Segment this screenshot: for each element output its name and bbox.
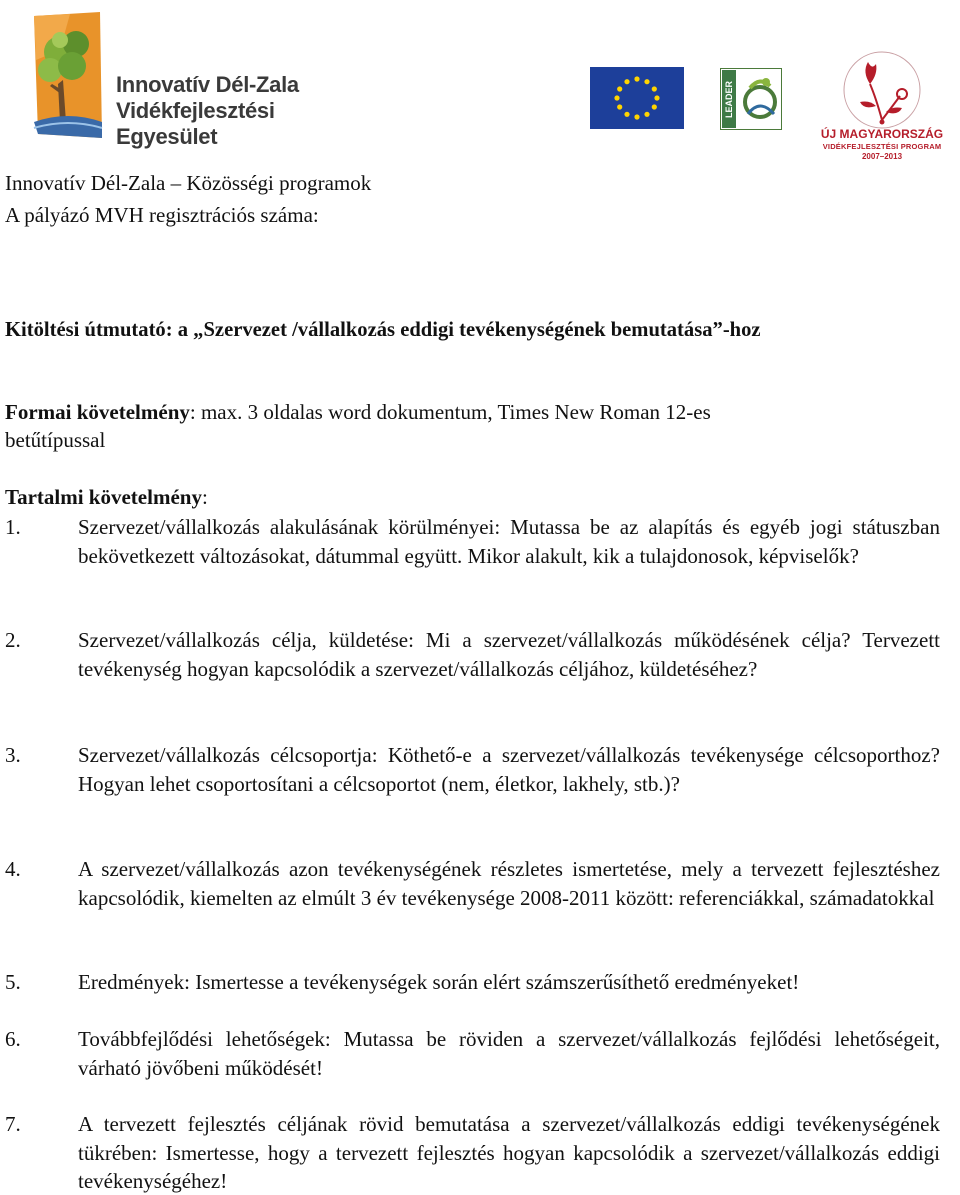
formal-requirement-label: Formai követelmény <box>5 400 190 424</box>
list-item-number: 6. <box>5 1027 21 1051</box>
org-logo-line1: Innovatív Dél-Zala <box>116 72 299 97</box>
org-logo-line2: Vidékfejlesztési Egyesület <box>116 98 275 149</box>
list-item <box>5 1025 940 1082</box>
list-item-number: 7. <box>5 1112 21 1136</box>
list-item-text: A tervezett fejlesztés céljának rövid bemutatása a szervezet/vállalkozás eddigi tevékenységének tükrében: Ismertesse, hogy a tervezett fejlesztés hogyan kapcsolódik a szervezet/vállalkozás eddigi tevékenységéhez! <box>78 1112 940 1193</box>
leader-logo <box>720 68 782 130</box>
program-logo-years: 2007–2013 <box>861 152 903 161</box>
list-item <box>5 513 940 570</box>
list-item <box>5 968 940 997</box>
list-item <box>5 741 940 798</box>
list-item-number: 1. <box>5 515 21 539</box>
list-item-text: Továbbfejlődési lehetőségek: Mutassa be röviden a szervezet/vállalkozás fejlődési lehetőségeit, várható jövőbeni működését! <box>78 1027 940 1080</box>
intro-line-1: Innovatív Dél-Zala – Közösségi programok <box>5 171 372 195</box>
list-item-number: 4. <box>5 857 21 881</box>
program-logo-name: ÚJ MAGYARORSZÁG <box>820 127 944 141</box>
list-item-number: 5. <box>5 970 21 994</box>
page-title: Kitöltési útmutató: a „Szervezet /vállalkozás eddigi tevékenységének bemutatása”-hoz <box>5 319 761 341</box>
list-item-text: Eredmények: Ismertesse a tevékenységek során elért számszerűsíthető eredményeket! <box>78 970 800 994</box>
formal-requirement-line-1 <box>5 398 711 426</box>
intro-line-2: A pályázó MVH regisztrációs száma: <box>5 203 319 227</box>
formal-requirement-line-2: betűtípussal <box>5 428 106 452</box>
list-item <box>5 855 940 912</box>
org-logo <box>30 10 330 149</box>
list-item <box>5 626 940 683</box>
list-item-number: 3. <box>5 743 21 767</box>
tree-logo-icon <box>30 10 105 142</box>
list-item-text: Szervezet/vállalkozás célja, küldetése: Mi a szervezet/vállalkozás működésének célja? Tervezett tevékenység hogyan kapcsolódik a szervezet/vállalkozás céljához, küldetéséhez? <box>78 628 940 681</box>
list-item-text: Szervezet/vállalkozás célcsoportja: Köthető-e a szervezet/vállalkozás tevékenysége célcsoporthoz? Hogyan lehet csoportosítani a célcsoportot (nem, életkor, lakhely, stb.)? <box>78 743 940 796</box>
eu-flag-icon <box>590 67 684 129</box>
leader-logo-text: LEADER <box>724 80 734 118</box>
content-requirement-label: Tartalmi követelmény <box>5 485 202 509</box>
content-requirement-suffix: : <box>201 485 208 509</box>
program-logo-subtitle: VIDÉKFEJLESZTÉSI PROGRAM <box>822 142 942 151</box>
content-requirement-heading <box>5 483 208 511</box>
list-item-number: 2. <box>5 628 21 652</box>
list-item <box>5 1110 940 1195</box>
formal-requirement-text: : max. 3 oldalas word dokumentum, Times New Roman 12-es <box>189 400 711 424</box>
list-item-text: Szervezet/vállalkozás alakulásának körülményei: Mutassa be az alapítás és egyéb jogi státuszban bekövetkezett változásokat, dátummal együtt. Mikor alakult, kik a tulajdonosok, képviselők? <box>78 515 940 568</box>
list-item-text: A szervezet/vállalkozás azon tevékenységének részletes ismertetése, mely a tervezett fejlesztéshez kapcsolódik, kiemelten az elmúlt 3 év tevékenysége 2008-2011 között: referenciákkal, számadatokkal <box>78 857 940 910</box>
